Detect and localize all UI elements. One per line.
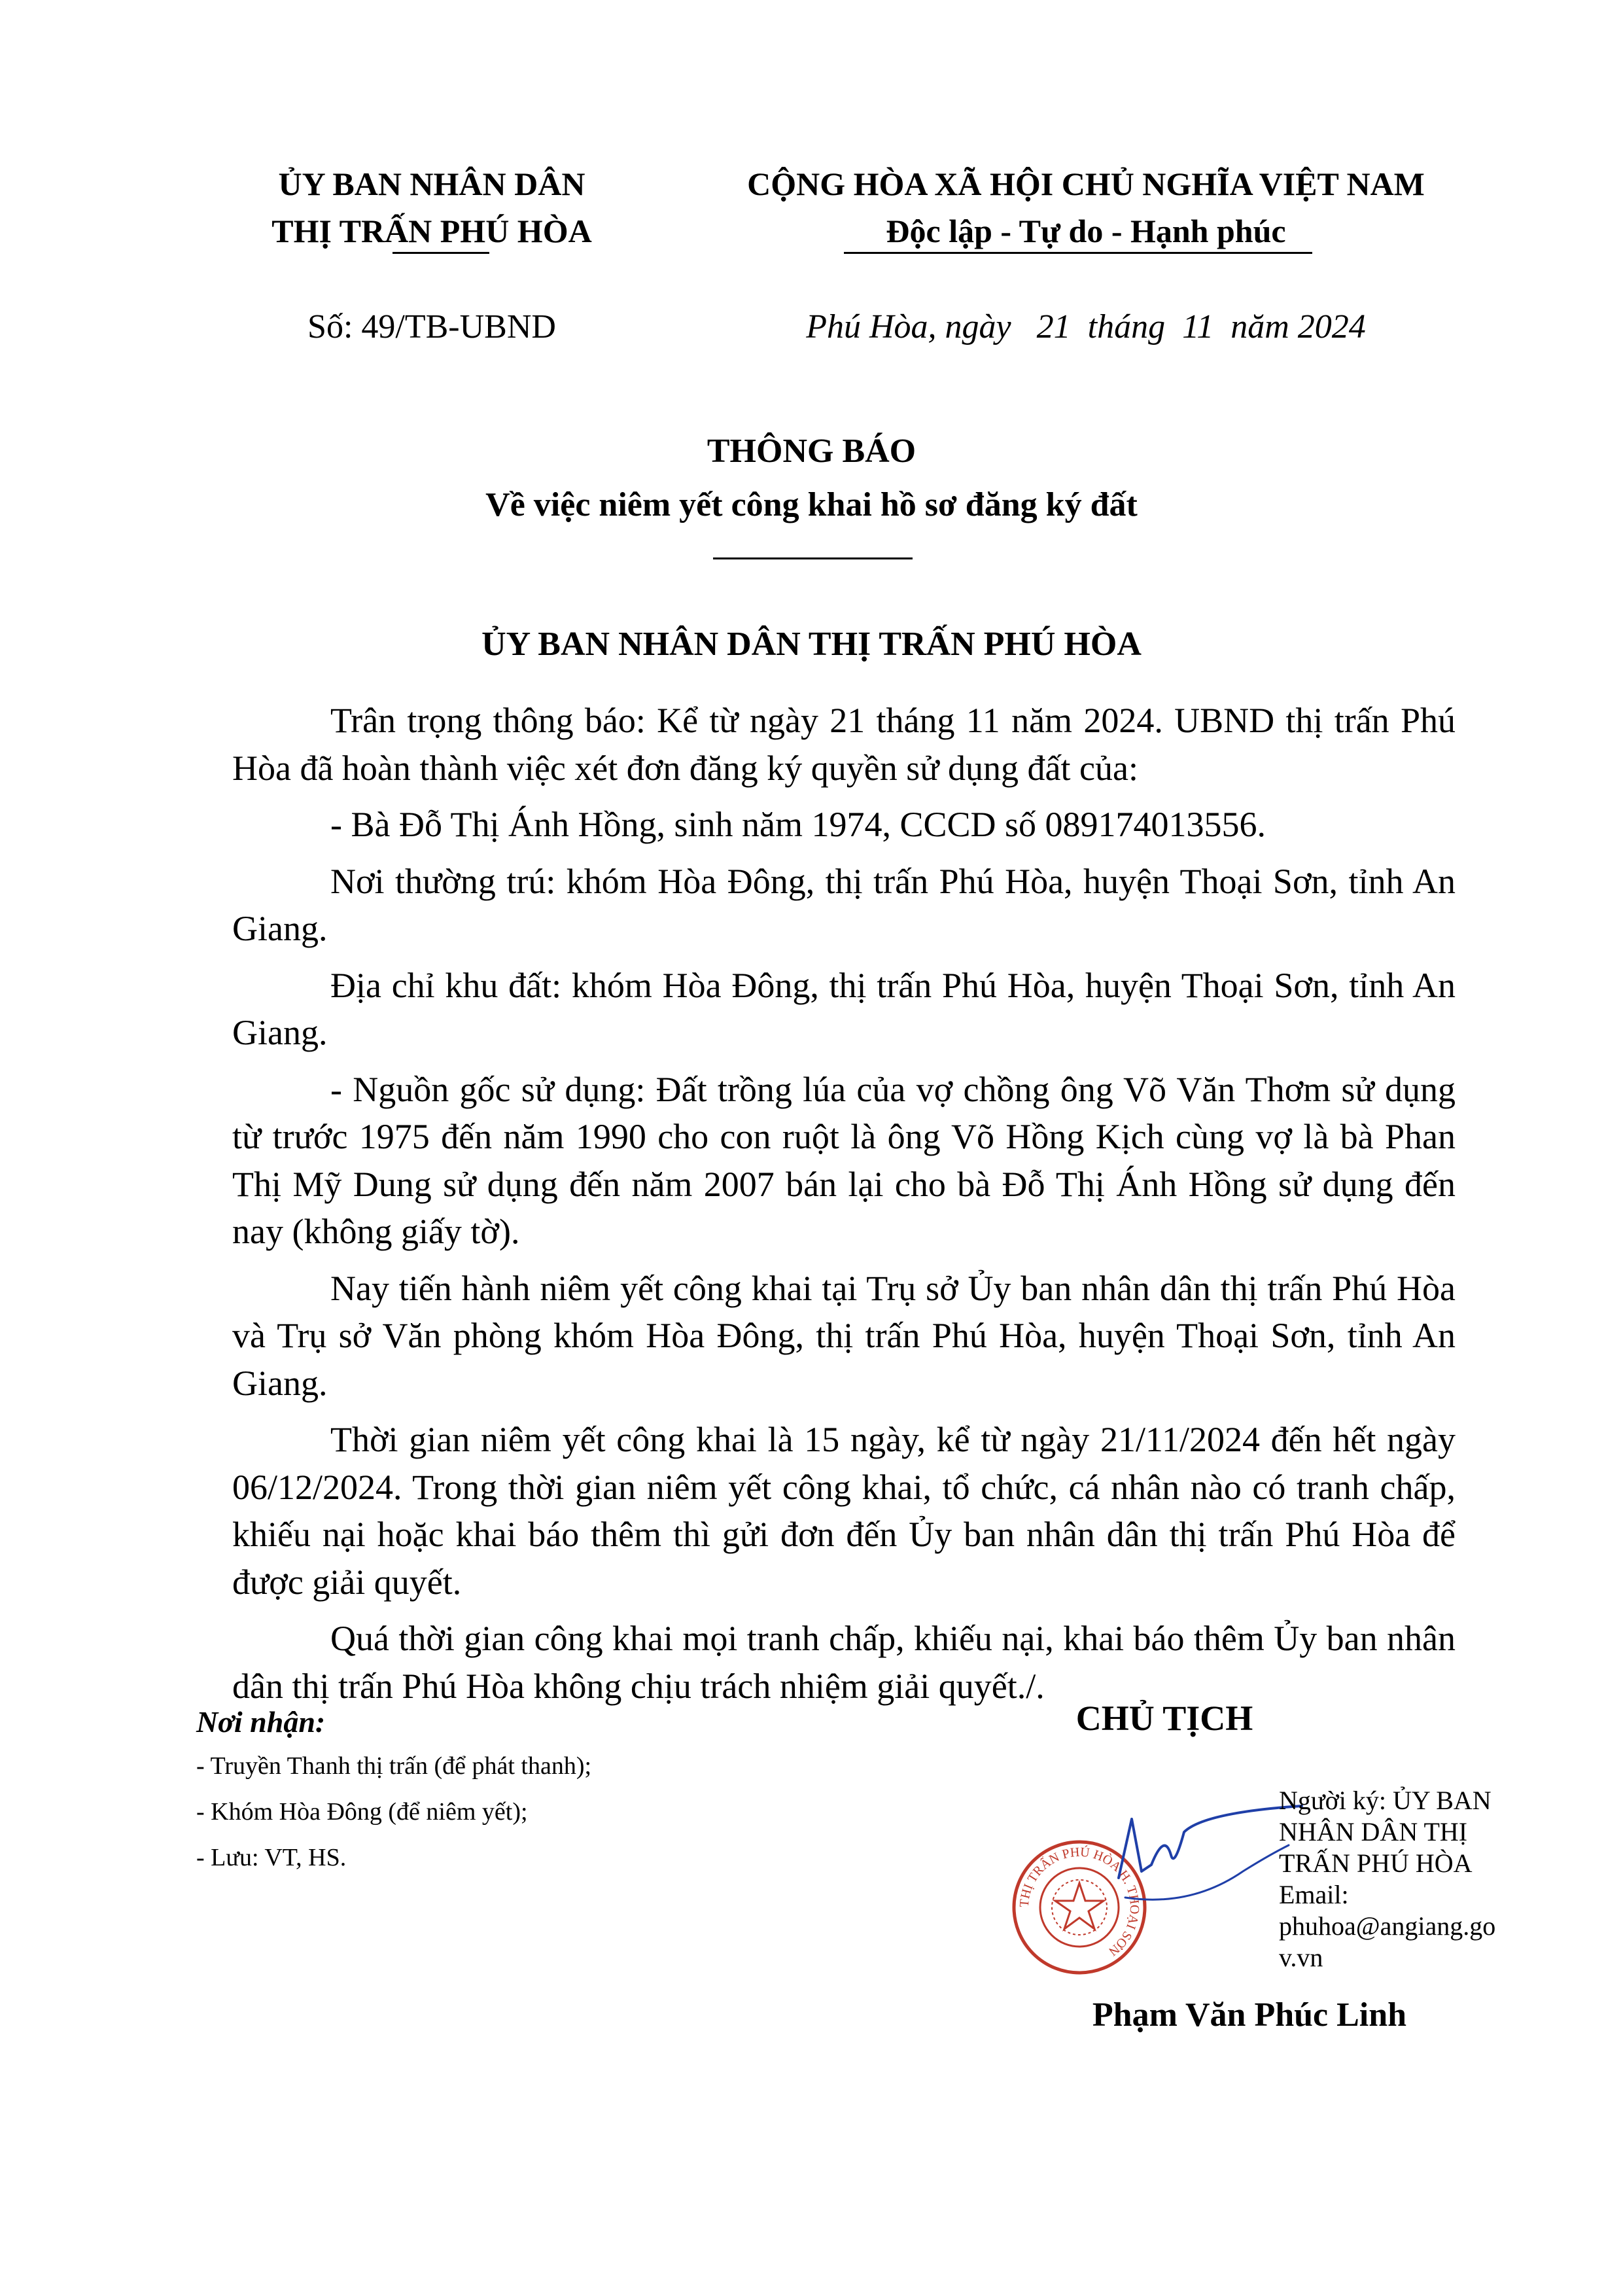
signer-title: CHỦ TỊCH <box>1075 1699 1253 1738</box>
paragraph-5: - Nguồn gốc sử dụng: Đất trồng lúa của vợ chồng ông Võ Văn Thơm sử dụng từ trước 1975 đến năm 1990 cho con ruột là ông Võ Hồng Kịch cùng vợ là bà Phan Thị Mỹ Dung sử dụng đến năm 2007 bán lại cho bà Đỗ Thị Ánh Hồng sử dụng đến nay (không giấy tờ). <box>232 1069 1456 1251</box>
recipient-item: - Lưu: VT, HS. <box>196 1844 347 1871</box>
signer-info-line: Người ký: ỦY BAN <box>1279 1786 1492 1815</box>
date-line: Phú Hòa, ngày 21 tháng 11 năm 2024 <box>806 308 1366 345</box>
nation-line-1: CỘNG HÒA XÃ HỘI CHỦ NGHĨA VIỆT NAM <box>747 166 1425 202</box>
notice-body <box>232 697 1456 1710</box>
digital-signature-info <box>1279 1785 1554 1973</box>
recipients-label: Nơi nhận: <box>196 1705 326 1739</box>
recipient-item: - Khóm Hòa Đông (để niêm yết); <box>196 1798 528 1826</box>
organization-heading: ỦY BAN NHÂN DÂN THỊ TRẤN PHÚ HÒA <box>481 626 1142 663</box>
paragraph-4: Địa chỉ khu đất: khóm Hòa Đông, thị trấn Phú Hòa, huyện Thoại Sơn, tỉnh An Giang. <box>232 965 1456 1052</box>
document-subtitle: Về việc niêm yết công khai hồ sơ đăng ký đất <box>485 486 1138 523</box>
issuing-organization <box>216 160 648 255</box>
signer-email-cont: v.vn <box>1279 1943 1323 1972</box>
recipient-item: - Truyền Thanh thị trấn (để phát thanh); <box>196 1752 592 1780</box>
paragraph-7: Thời gian niêm yết công khai là 15 ngày, kể từ ngày 21/11/2024 đến hết ngày 06/12/2024. Trong thời gian niêm yết công khai, tổ chức, cá nhân nào có tranh chấp, khiếu nại hoặc khai báo thêm thì gửi đơn đến Ủy ban nhân dân thị trấn Phú Hòa để được giải quyết. <box>232 1420 1456 1602</box>
recipients-block <box>196 1701 785 1881</box>
signer-info-line: Email: <box>1279 1880 1349 1909</box>
paragraph-6: Nay tiến hành niêm yết công khai tại Trụ sở Ủy ban nhân dân thị trấn Phú Hòa và Trụ sở Văn phòng khóm Hòa Đông, thị trấn Phú Hòa, huyện Thoại Sơn, tỉnh An Giang. <box>232 1268 1456 1403</box>
paragraph-1: Trân trọng thông báo: Kể từ ngày 21 tháng 11 năm 2024. UBND thị trấn Phú Hòa đã hoàn thành việc xét đơn đăng ký quyền sử dụng đất của: <box>232 701 1456 788</box>
paragraph-3: Nơi thường trú: khóm Hòa Đông, thị trấn Phú Hòa, huyện Thoại Sơn, tỉnh An Giang. <box>232 861 1456 948</box>
signer-name: Phạm Văn Phúc Linh <box>1092 1996 1407 2034</box>
signer-info-line: TRẤN PHÚ HÒA <box>1279 1848 1473 1878</box>
document-number: Số: 49/TB-UBND <box>307 308 556 345</box>
nation-line-2: Độc lập - Tự do - Hạnh phúc <box>886 213 1286 249</box>
org-underline <box>393 252 489 254</box>
title-underline <box>713 557 913 559</box>
seal-textpath: THỊ TRẤN PHÚ HÒA H. THOẠI SƠN <box>1017 1845 1142 1959</box>
signer-email: phuhoa@angiang.go <box>1279 1911 1496 1941</box>
org-line-1: ỦY BAN NHÂN DÂN <box>278 166 585 202</box>
document-title: THÔNG BÁO <box>707 433 916 470</box>
org-line-2: THỊ TRẤN PHÚ HÒA <box>271 213 592 249</box>
motto-underline <box>844 252 1312 254</box>
signer-info-line: NHÂN DÂN THỊ <box>1279 1817 1468 1846</box>
paragraph-8: Quá thời gian công khai mọi tranh chấp, khiếu nại, khai báo thêm Ủy ban nhân dân thị trấn Phú Hòa không chịu trách nhiệm giải quyết./. <box>232 1619 1456 1706</box>
national-heading <box>680 160 1492 255</box>
paragraph-2: - Bà Đỗ Thị Ánh Hồng, sinh năm 1974, CCCD số 089174013556. <box>330 805 1266 844</box>
